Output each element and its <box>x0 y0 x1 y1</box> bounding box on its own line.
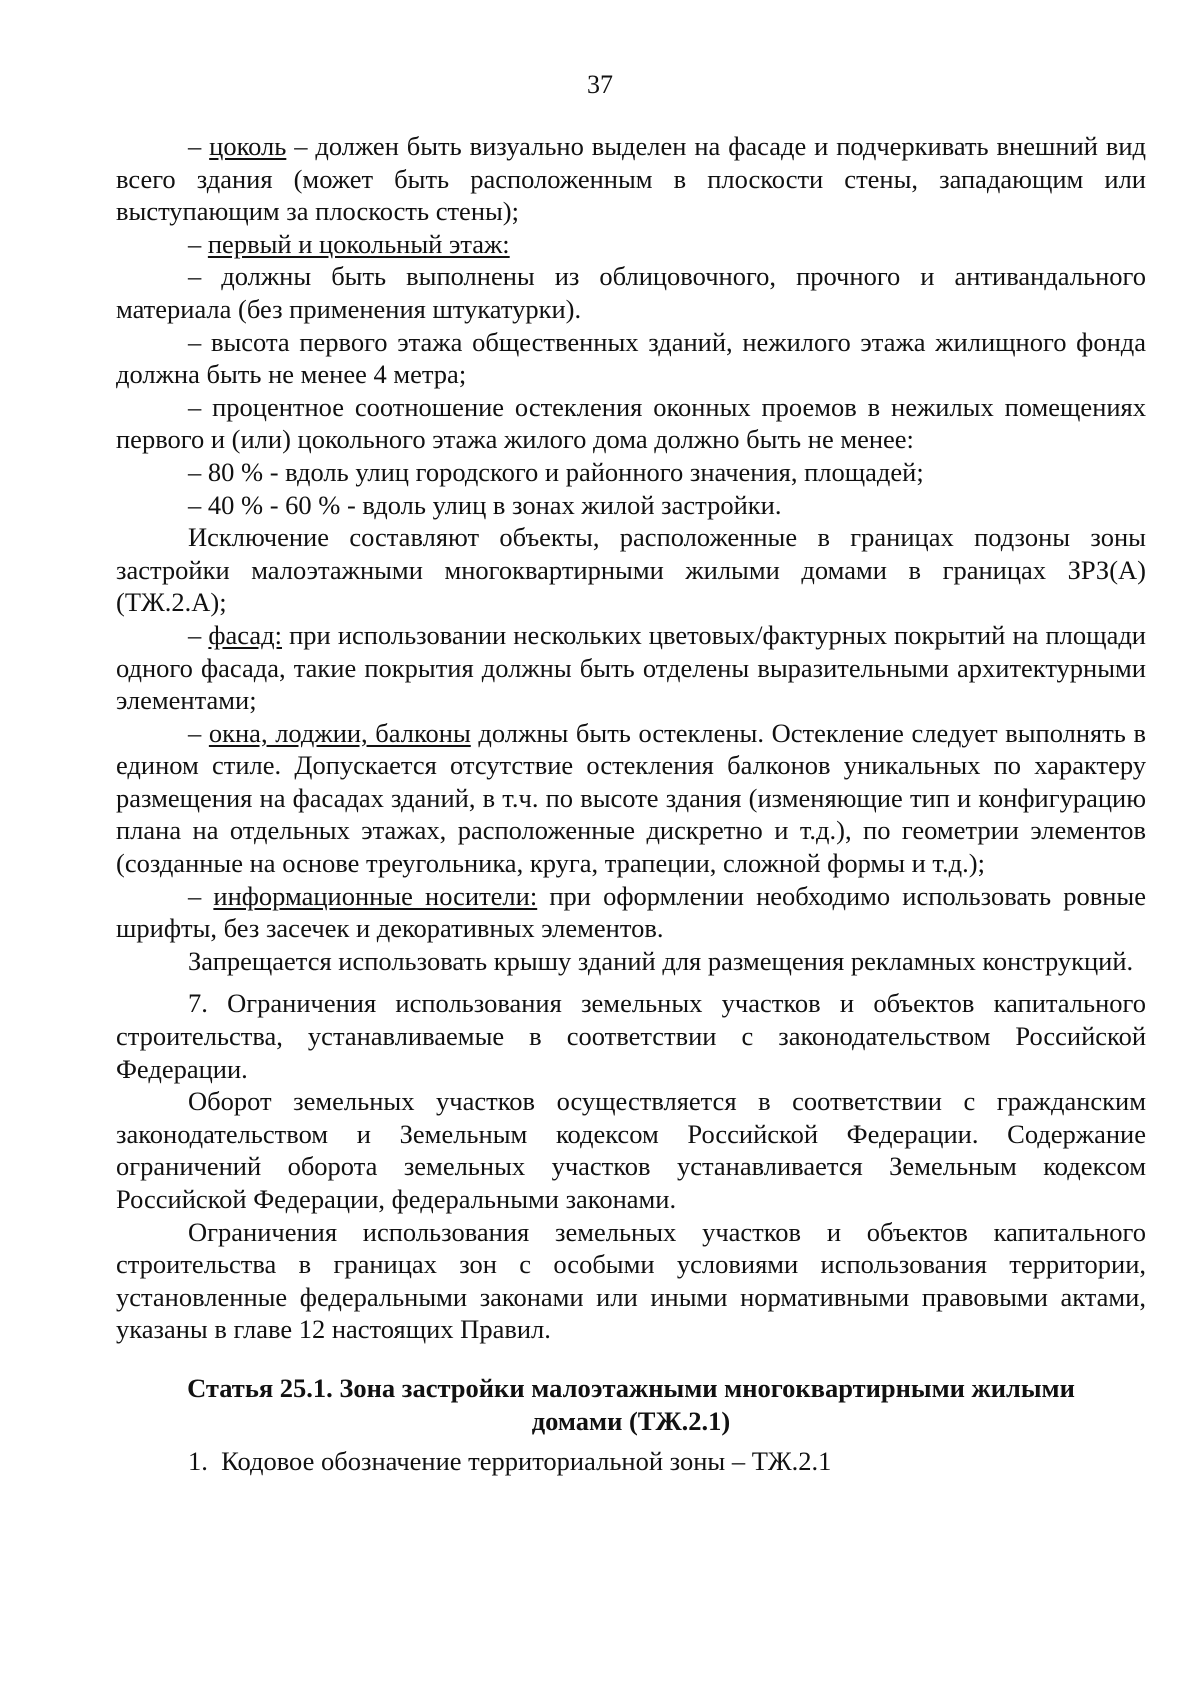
term-plinth: цоколь <box>209 131 287 161</box>
paragraph-facade <box>116 619 1146 717</box>
document-body <box>116 130 1146 1478</box>
dash: – <box>188 228 208 259</box>
term-first-floor: первый и цокольный этаж: <box>207 228 510 259</box>
article-heading: Статья 25.1. Зона застройки малоэтажными многоквартирными жилыми домами (ТЖ.2.1) <box>187 1372 1075 1436</box>
paragraph-plinth <box>116 130 1146 228</box>
term-windows: окна, лоджии, балконы <box>208 717 471 748</box>
list-number: 1. <box>188 1446 208 1477</box>
list-item <box>116 1445 1146 1478</box>
paragraph-text: при оформлении необходимо использовать ровные шрифты, без засечек и декоративных элементов. <box>116 880 1146 944</box>
paragraph-roof-ban: Запрещается использовать крышу зданий для размещения рекламных конструкций. <box>188 945 1134 976</box>
dash: – <box>188 880 214 911</box>
paragraph-restrictions: Ограничения использования земельных участков и объектов капитального строительства в границах зон с особыми условиями использования территории, установленные федеральными законами или иными нормативными правовыми актами, указаны в главе 12 настоящих Правил. <box>116 1216 1146 1345</box>
page-number: 37 <box>587 70 613 99</box>
paragraph-windows <box>116 717 1146 880</box>
paragraph-glazing: – процентное соотношение остекления оконных проемов в нежилых помещениях первого и (или) цокольного этажа жилого дома должно быть не менее: <box>116 391 1146 455</box>
term-info-carriers: информационные носители: <box>213 880 538 911</box>
term-facade: фасад: <box>208 619 282 650</box>
paragraph-text: при использовании нескольких цветовых/фактурных покрытий на площади одного фасада, такие покрытия должны быть отделены выразительными архитектурными элементами; <box>116 619 1146 716</box>
paragraph-height: – высота первого этажа общественных зданий, нежилого этажа жилищного фонда должна быть не менее 4 метра; <box>116 326 1146 390</box>
paragraph-materials: – должны быть выполнены из облицовочного, прочного и антивандального материала (без применения штукатурки). <box>116 261 1146 324</box>
paragraph-first-floor <box>116 228 1146 261</box>
dash: – <box>188 131 210 161</box>
paragraph-land-turnover: Оборот земельных участков осуществляется в соответствии с гражданским законодательством и Земельным кодексом Российской Федерации. Содержание ограничений оборота земельных участков устанавливается Земельным кодексом Российской Федерации, федеральными законами. <box>116 1086 1146 1214</box>
paragraph-40-60-percent: – 40 % - 60 % - вдоль улиц в зонах жилой застройки. <box>188 489 782 520</box>
paragraph-info-carriers <box>116 880 1146 945</box>
paragraph-item-7: 7. Ограничения использования земельных участков и объектов капитального строительства, устанавливаемые в соответствии с законодательством Российской Федерации. <box>116 988 1146 1084</box>
paragraph-80-percent: – 80 % - вдоль улиц городского и районного значения, площадей; <box>188 456 924 487</box>
dash: – <box>188 619 209 650</box>
paragraph-text: должны быть остеклены. Остекление следует выполнять в едином стиле. Допускается отсутствие остекления балконов уникальных по характеру размещения на фасадах зданий, в т.ч. по высоте здания (изменяющие тип и конфигурацию плана на отдельных этажах, расположенные дискретно и т.д.), по геометрии элементов (созданные на основе треугольника, круга, трапеции, сложной формы и т.д.); <box>116 717 1147 879</box>
dash: – <box>188 717 209 748</box>
paragraph-exception: Исключение составляют объекты, расположенные в границах подзоны зоны застройки малоэтажными многоквартирными жилыми домами в границах ЗРЗ(А) (ТЖ.2.А); <box>116 522 1146 618</box>
paragraph-text: – должен быть визуально выделен на фасаде и подчеркивать внешний вид всего здания (может быть расположенным в плоскости стены, западающим или выступающим за плоскость стены); <box>116 131 1147 227</box>
list-text: Кодовое обозначение территориальной зоны – ТЖ.2.1 <box>221 1446 832 1477</box>
